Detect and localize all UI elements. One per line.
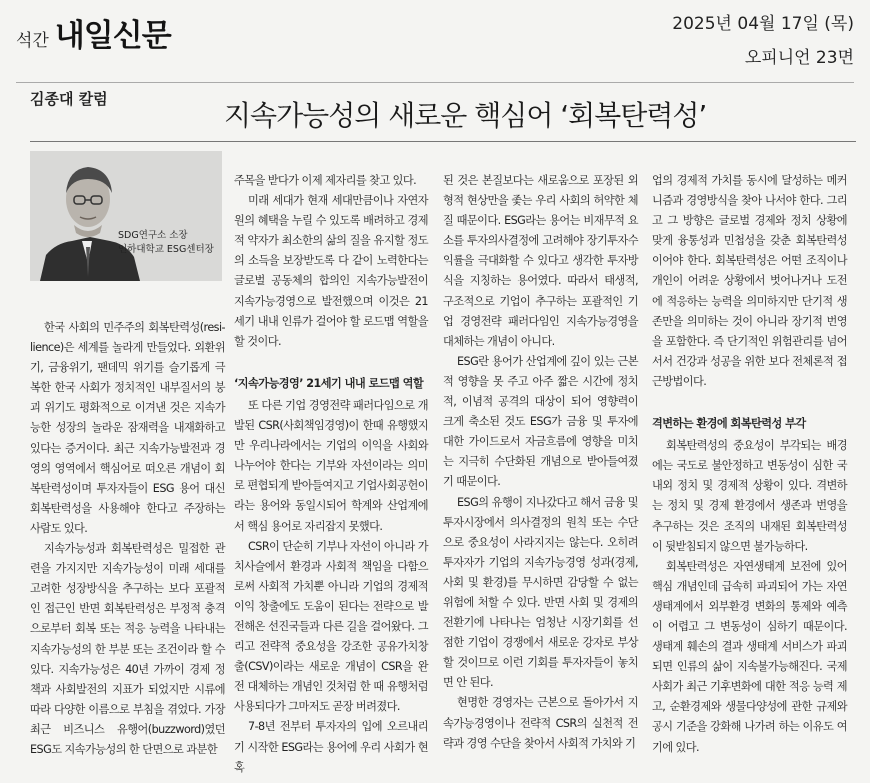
paragraph: ESG란 용어가 산업계에 깊이 있는 근본적 영향을 못 주고 아주 짧은 시간에 정치적, 이념적 공격의 대상이 되어 영향력이 크게 축소된 것도 ESG가 금융 및 투자에 대한 가이드로서 자금흐름에 영향을 미치는 지극히 수단화된 개념으로 받아들여졌기 때문이다.	[443, 354, 638, 489]
masthead	[16, 10, 171, 55]
column-label: 김종대 칼럼	[30, 90, 108, 108]
paragraph: 현명한 경영자는 근본으로 돌아가서 지속가능경영이나 전략적 CSR의 실천적 전략과 경영 수단을 찾아서 사회적 가치와 기	[443, 696, 638, 750]
paragraph: 7-8년 전부터 투자자의 입에 오르내리기 시작한 ESG라는 용어에 우리 사회가 현혹	[234, 720, 428, 774]
page-section: 오피니언 23면	[744, 48, 854, 68]
article-column-1	[30, 318, 225, 760]
header-divider	[16, 82, 854, 83]
paragraph: 된 것은 본질보다는 새로움으로 포장된 외형적 현상만을 좇는 우리 사회의 허약한 체질 때문이다. ESG라는 용어는 비재무적 요소를 투자의사결정에 고려해야 장기투자수익률을 극대화할 수 있다고 생각한 투자방식을 지칭하는 용어였다. 따라서 태생적, 구조적으로 기업이 추구하는 포괄적인 기업 경영전략 패러다임인 지속가능경영을 대체하는 개념이 아니다.	[443, 174, 638, 348]
paragraph: 또 다른 기업 경영전략 패러다임으로 개발된 CSR(사회책임경영)이 한때 유행했지만 우리나라에서는 기업의 이익을 사회와 나누어야 한다는 기부와 자선이라는 의미로 편협되게 받아들여지고 기업사회공헌이라는 용어와 동일시되어 학계와 산업계에서 핵심 용어로 자리잡지 못했다.	[234, 398, 428, 533]
newspaper-name: 내일신문	[54, 18, 171, 54]
article-headline: 지속가능성의 새로운 핵심어 ‘회복탄력성’	[224, 99, 707, 132]
author-caption	[118, 229, 214, 257]
author-affiliation: 인하대학교 ESG센터장	[118, 244, 214, 255]
article-column-2	[234, 171, 428, 778]
paragraph: 회복탄력성의 중요성이 부각되는 배경에는 국도로 불안정하고 변동성이 심한 국내외 정치 및 경제적 상황이 있다. 격변하는 정치 및 경제 환경에서 생존과 번영을 추구하는 것은 조직의 내재된 회복탄력성이 뒷받침되지 않으면 불가능하다.	[652, 439, 847, 553]
paragraph: 미래 세대가 현재 세대만큼이나 자연자원의 혜택을 누릴 수 있도록 배려하고 경제적 약자가 최소한의 삶의 질을 유지할 정도의 소득을 보장받도록 다 같이 노력한다는 글로벌 공동체의 합의인 지속가능발전이 지속가능경영으로 발전했으며 이것은 21세기 내내 인류가 걸어야 할 로드맵 역할을 할 것이다.	[234, 194, 428, 348]
author-title: SDG연구소 소장	[118, 230, 188, 241]
issue-date: 2025년 04월 17일 (목)	[672, 14, 854, 34]
paragraph: 한국 사회의 민주주의 회복탄력성(resi-lience)은 세계를 놀라게 만들었다. 외환위기, 금융위기, 팬데믹 위기를 슬기롭게 극복한 한국 사회가 정치적인 내부질서의 붕괴 위기도 평화적으로 이겨낸 것은 지속가능한 성장의 놀라운 잠재력을 내재화하고 있다는 증거이다. 최근 지속가능발전과 경영의 영역에서 핵심어로 떠오른 개념이 회복탄력성이며 투자자들이 ESG 용어 대신 회복탄력성을 사용해야 한다고 주장하는 사람도 있다.	[30, 321, 225, 535]
headline-divider	[30, 141, 856, 142]
subheading: ‘지속가능경영’ 21세기 내내 로드맵 역할	[234, 376, 424, 390]
paragraph: 회복탄력성은 자연생태계 보전에 있어 핵심 개념인데 급속히 파괴되어 가는 자연생태계에서 외부환경 변화의 통제와 예측이 어렵고 그 변동성이 심하기 때문이다. 생태계 훼손의 결과 생태계 서비스가 파괴되면 인류의 삶이 지속불가능해진다. 국제사회가 최근 기후변화에 대한 적응 능력 제고, 순환경제와 생물다양성에 관한 규제와 공시 기준을 강화해 나가려 하는 이유도 여기에 있다.	[652, 559, 847, 754]
edition-label: 석간	[16, 31, 49, 51]
article-column-4	[652, 171, 847, 758]
article-column-3	[443, 171, 638, 754]
author-portrait	[30, 151, 222, 281]
paragraph: 주목을 받다가 이제 제자리를 찾고 있다.	[234, 174, 417, 187]
subheading: 격변하는 환경에 회복탄력성 부각	[652, 417, 806, 431]
paragraph: 업의 경제적 가치를 동시에 달성하는 메커니즘과 경영방식을 찾아 나서야 한다. 그리고 그 방향은 글로벌 경제와 정치 상황에 맞게 융통성과 민첩성을 갖춘 회복탄력성이어야 한다. 회복탄력성은 어떤 조직이나 개인이 어려운 상황에서 벗어나거나 도전에 적응하는 능력을 의미하지만 단기적 생존만을 의미하는 것이 아니라 장기적 번영을 포함한다. 즉 단기적인 위험관리를 넘어서서 건강과 성공을 위한 보다 전체론적 접근방법이다.	[652, 174, 847, 388]
paragraph: 지속가능성과 회복탄력성은 밀접한 관련을 가지지만 지속가능성이 미래 세대를 고려한 성장방식을 추구하는 보다 포괄적인 접근인 반면 회복탄력성은 부정적 충격으로부터 회복 또는 적응 능력을 나타내는 지속가능성의 한 부분 또는 조건이라 할 수 있다. 지속가능성은 40년 가까이 경제 정책과 사회발전의 지표가 되었지만 시류에 따라 다양한 이름으로 부침을 겪었다. 가장 최근 비즈니스 유행어(buzzword)였던 ESG도 지속가능성의 한 단면으로 과분한	[30, 542, 225, 756]
paragraph: ESG의 유행이 지나갔다고 해서 금융 및 투자시장에서 의사결정의 원칙 또는 수단으로 중요성이 사라지지는 않는다. 오히려 투자자가 기업의 지속가능경영 성과(경제, 사회 및 환경)를 무시하면 감당할 수 없는 위험에 처할 수 있다. 반면 사회 및 경제의 전환기에 나타나는 엄청난 시장기회를 선점한 기업이 경쟁에서 새로운 강자로 부상할 것이므로 이런 기회를 투자자들이 놓치면 안 된다.	[443, 495, 638, 690]
paragraph: CSR이 단순히 기부나 자선이 아니라 가치사슬에서 환경과 사회적 책임을 다함으로써 사회적 가치뿐 아니라 기업의 경제적 이익 창출에도 도움이 된다는 전략으로 발전해온 선진국들과 다른 길을 걸어왔다. 그리고 전략적 중요성을 강조한 공유가치창출(CSV)이라는 새로운 개념이 CSR을 완전 대체하는 개념인 것처럼 한 때 유행처럼 사용되다가 그마저도 곧장 버려졌다.	[234, 539, 428, 714]
